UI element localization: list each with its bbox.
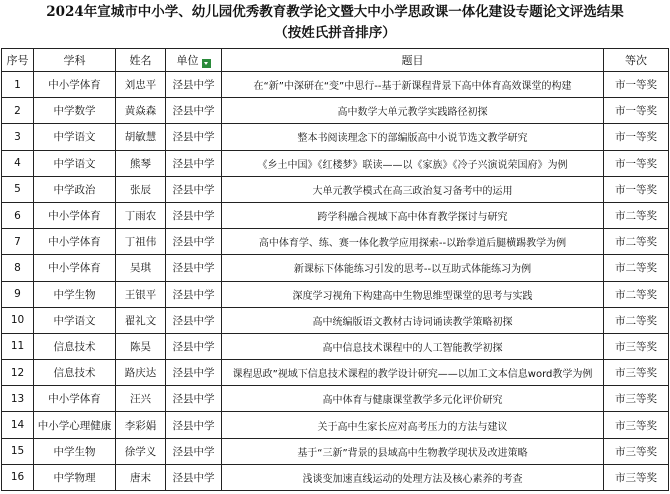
- cell-unit: 泾县中学: [166, 98, 222, 124]
- cell-unit: 泾县中学: [166, 464, 222, 490]
- cell-unit: 泾县中学: [166, 72, 222, 98]
- cell-name: 丁雨农: [116, 202, 166, 228]
- table-row: [2, 229, 669, 255]
- cell-unit: 泾县中学: [166, 124, 222, 150]
- cell-grade: 市一等奖: [604, 150, 669, 176]
- cell-topic: 跨学科融合视域下高中体育教学探讨与研究: [222, 202, 604, 228]
- cell-grade: 市三等奖: [604, 360, 669, 386]
- cell-seq: 1: [2, 72, 34, 98]
- cell-grade: 市一等奖: [604, 72, 669, 98]
- cell-unit: 泾县中学: [166, 176, 222, 202]
- cell-grade: 市二等奖: [604, 281, 669, 307]
- cell-seq: 2: [2, 98, 34, 124]
- cell-grade: 市三等奖: [604, 386, 669, 412]
- table-row: [2, 98, 669, 124]
- cell-seq: 3: [2, 124, 34, 150]
- table-row: [2, 438, 669, 464]
- cell-name: 黄焱森: [116, 98, 166, 124]
- header-subject: 学科: [34, 49, 116, 72]
- cell-subject: 中小学体育: [34, 255, 116, 281]
- cell-seq: 13: [2, 386, 34, 412]
- cell-subject: 中学数学: [34, 98, 116, 124]
- results-table: [1, 48, 669, 491]
- cell-unit: 泾县中学: [166, 281, 222, 307]
- cell-unit: 泾县中学: [166, 386, 222, 412]
- cell-seq: 16: [2, 464, 34, 490]
- cell-name: 汪兴: [116, 386, 166, 412]
- cell-topic: 高中信息技术课程中的人工智能教学初探: [222, 333, 604, 359]
- cell-name: 胡敏慧: [116, 124, 166, 150]
- cell-name: 路庆达: [116, 360, 166, 386]
- cell-unit: 泾县中学: [166, 229, 222, 255]
- cell-topic: 在“新”中深研在“变”中思行--基于新课程背景下高中体育高效课堂的构建: [222, 72, 604, 98]
- cell-grade: 市三等奖: [604, 464, 669, 490]
- filter-dropdown-icon[interactable]: [202, 59, 211, 68]
- cell-topic: 基于“三新”背景的县域高中生物教学现状及改进策略: [222, 438, 604, 464]
- header-unit-label: 单位: [176, 54, 199, 67]
- cell-subject: 信息技术: [34, 333, 116, 359]
- table-row: [2, 386, 669, 412]
- cell-topic: 高中统编版语文教材古诗词诵读教学策略初探: [222, 307, 604, 333]
- table-row: [2, 307, 669, 333]
- cell-seq: 7: [2, 229, 34, 255]
- cell-name: 张辰: [116, 176, 166, 202]
- table-row: [2, 176, 669, 202]
- cell-subject: 信息技术: [34, 360, 116, 386]
- header-topic: 题目: [222, 49, 604, 72]
- cell-subject: 中小学心理健康: [34, 412, 116, 438]
- header-grade: 等次: [604, 49, 669, 72]
- cell-seq: 14: [2, 412, 34, 438]
- cell-topic: 浅谈变加速直线运动的处理方法及核心素养的考查: [222, 464, 604, 490]
- cell-topic: 高中体育学、练、赛一体化教学应用探索--以跆拳道后腿横踢教学为例: [222, 229, 604, 255]
- cell-topic: 高中体育与健康课堂教学多元化评价研究: [222, 386, 604, 412]
- cell-seq: 10: [2, 307, 34, 333]
- table-row: [2, 72, 669, 98]
- cell-topic: 关于高中生家长应对高考压力的方法与建议: [222, 412, 604, 438]
- cell-subject: 中学语文: [34, 124, 116, 150]
- cell-seq: 4: [2, 150, 34, 176]
- cell-grade: 市一等奖: [604, 176, 669, 202]
- cell-seq: 12: [2, 360, 34, 386]
- cell-name: 丁祖伟: [116, 229, 166, 255]
- cell-unit: 泾县中学: [166, 438, 222, 464]
- cell-name: 徐学义: [116, 438, 166, 464]
- cell-subject: 中小学体育: [34, 202, 116, 228]
- cell-grade: 市二等奖: [604, 229, 669, 255]
- cell-subject: 中小学体育: [34, 386, 116, 412]
- table-row: [2, 333, 669, 359]
- cell-seq: 9: [2, 281, 34, 307]
- cell-grade: 市二等奖: [604, 307, 669, 333]
- cell-subject: 中学生物: [34, 281, 116, 307]
- table-row: [2, 412, 669, 438]
- cell-name: 熊琴: [116, 150, 166, 176]
- table-row: [2, 124, 669, 150]
- cell-unit: 泾县中学: [166, 333, 222, 359]
- cell-name: 唐末: [116, 464, 166, 490]
- cell-seq: 6: [2, 202, 34, 228]
- cell-name: 刘忠平: [116, 72, 166, 98]
- cell-subject: 中学语文: [34, 307, 116, 333]
- cell-grade: 市三等奖: [604, 438, 669, 464]
- document-title: [0, 0, 670, 48]
- cell-seq: 11: [2, 333, 34, 359]
- header-name: 姓名: [116, 49, 166, 72]
- table-row: [2, 464, 669, 490]
- cell-grade: 市二等奖: [604, 255, 669, 281]
- cell-unit: 泾县中学: [166, 202, 222, 228]
- table-row: [2, 202, 669, 228]
- cell-unit: 泾县中学: [166, 255, 222, 281]
- cell-seq: 5: [2, 176, 34, 202]
- cell-topic: 整本书阅读理念下的部编版高中小说节选文教学研究: [222, 124, 604, 150]
- cell-seq: 15: [2, 438, 34, 464]
- cell-topic: 高中数学大单元教学实践路径初探: [222, 98, 604, 124]
- cell-grade: 市一等奖: [604, 124, 669, 150]
- table-row: [2, 360, 669, 386]
- header-unit: [166, 49, 222, 72]
- cell-unit: 泾县中学: [166, 360, 222, 386]
- header-seq: 序号: [2, 49, 34, 72]
- cell-subject: 中学语文: [34, 150, 116, 176]
- cell-topic: 课程思政”视域下信息技术课程的教学设计研究——以加工文本信息word教学为例: [222, 360, 604, 386]
- cell-name: 李彩娟: [116, 412, 166, 438]
- cell-grade: 市三等奖: [604, 333, 669, 359]
- cell-topic: 《乡土中国》《红楼梦》联读——以《家族》《冷子兴演说荣国府》为例: [222, 150, 604, 176]
- cell-subject: 中学物理: [34, 464, 116, 490]
- cell-subject: 中小学体育: [34, 229, 116, 255]
- title-line-2: （按姓氏拼音排序）: [274, 25, 396, 41]
- cell-unit: 泾县中学: [166, 412, 222, 438]
- cell-subject: 中学政治: [34, 176, 116, 202]
- cell-grade: 市一等奖: [604, 98, 669, 124]
- cell-subject: 中小学体育: [34, 72, 116, 98]
- table-row: [2, 281, 669, 307]
- table-row: [2, 255, 669, 281]
- cell-unit: 泾县中学: [166, 150, 222, 176]
- cell-name: 陈昊: [116, 333, 166, 359]
- cell-topic: 大单元教学模式在高三政治复习备考中的运用: [222, 176, 604, 202]
- title-line-1: 2024年宣城市中小学、幼儿园优秀教育教学论文暨大中小学思政课一体化建设专题论文评选结果: [46, 4, 624, 20]
- cell-subject: 中学生物: [34, 438, 116, 464]
- cell-grade: 市二等奖: [604, 202, 669, 228]
- cell-name: 吴琪: [116, 255, 166, 281]
- header-row: [2, 49, 669, 72]
- cell-name: 翟礼文: [116, 307, 166, 333]
- cell-topic: 新课标下体能练习引发的思考--以互助式体能练习为例: [222, 255, 604, 281]
- cell-unit: 泾县中学: [166, 307, 222, 333]
- cell-name: 王银平: [116, 281, 166, 307]
- table-row: [2, 150, 669, 176]
- cell-seq: 8: [2, 255, 34, 281]
- cell-grade: 市三等奖: [604, 412, 669, 438]
- cell-topic: 深度学习视角下构建高中生物思维型课堂的思考与实践: [222, 281, 604, 307]
- table-body: [2, 72, 669, 491]
